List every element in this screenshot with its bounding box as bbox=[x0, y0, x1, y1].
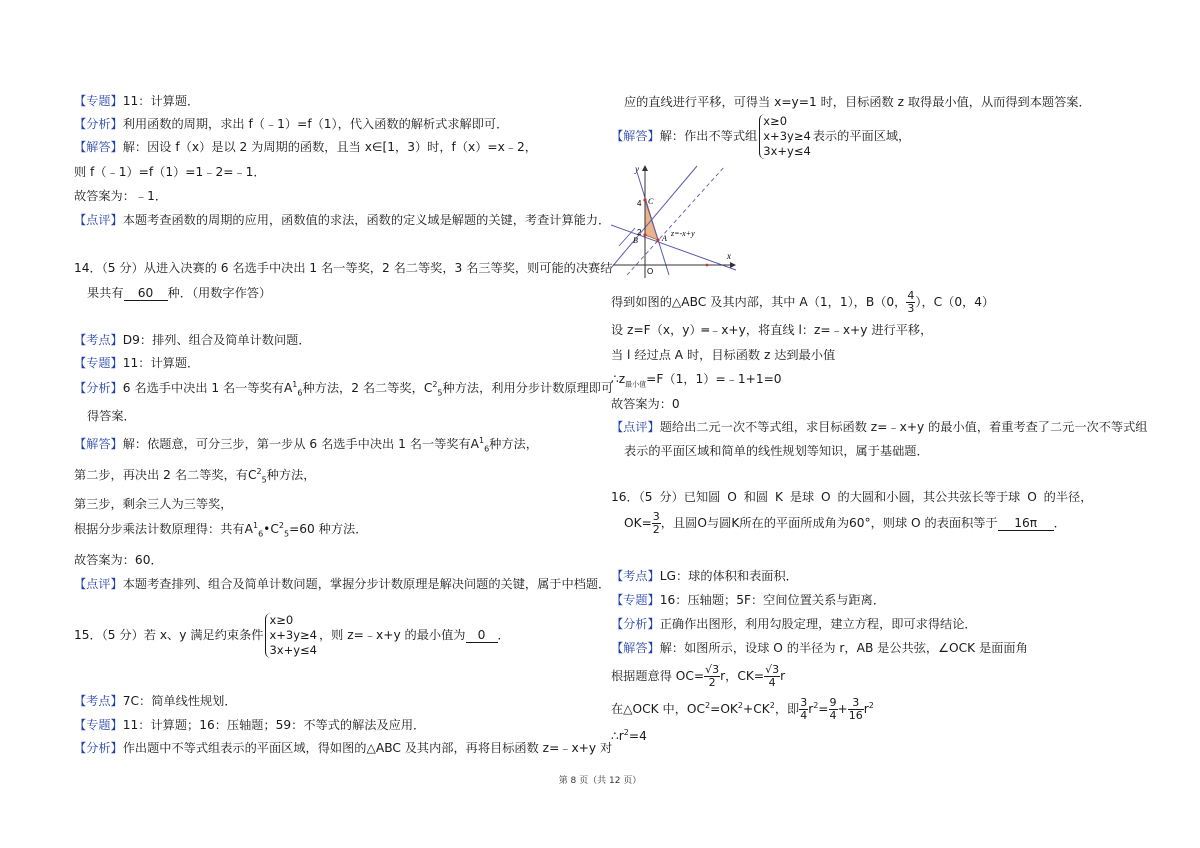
feasible-region-graph bbox=[611, 162, 738, 280]
x-label: x bbox=[727, 251, 731, 261]
fraction: $\frac{9}{4}$ bbox=[829, 696, 837, 722]
label-c: C bbox=[648, 197, 654, 206]
answer-line: 故答案为：60． bbox=[74, 553, 163, 567]
analysis-line: 【分析】作出题中不等式组表示的平面区域，得如图的△ABC 及其内部，再将目标函数 z=﹣x+y 对 bbox=[74, 741, 613, 755]
solution-step3: 第三步，剩余三人为三等奖， bbox=[74, 497, 233, 511]
topic-line: 【专题】11：计算题． bbox=[74, 356, 200, 370]
analysis-cont: 应的直线进行平移，可得当 x=y=1 时，目标函数 z 取得最小值，从而得到本题答案． bbox=[624, 95, 1091, 109]
line-3x-y-4 bbox=[637, 172, 669, 275]
comment-line: 【点评】题给出二元一次不等式组，求目标函数 z=﹣x+y 的最小值，着重考查了二元一次不等式组 bbox=[611, 420, 1148, 434]
kaodian-line: 【考点】D9：排列、组合及简单计数问题． bbox=[74, 333, 311, 347]
point-b bbox=[643, 233, 646, 236]
combination-symbol: $C^2_5$ bbox=[423, 379, 443, 398]
solution-equation: 在△OCK 中，$OC^2=OK^2+CK^2$，即 $\frac{3}{4}$ $r^2=$ $\frac{9}{4}$ + $\frac{3}{16}$ $r^2$ bbox=[611, 696, 874, 722]
question-16: 16．（5 分）已知圆 O 和圆 K 是球 O 的大圆和小圆，其公共弦长等于球 O 的半径， bbox=[611, 490, 1093, 504]
tick-2: 2 bbox=[637, 228, 642, 237]
fraction: $\frac{√3}{4}$ bbox=[765, 663, 780, 689]
fraction: $\frac{3}{4}$ bbox=[800, 696, 808, 722]
solution-line: 【解答】解：如图所示，设球 O 的半径为 r，AB 是公共弦，∠OCK 是面面角 bbox=[611, 641, 1028, 655]
tick-4: 4 bbox=[637, 199, 642, 208]
point-a bbox=[656, 238, 659, 241]
question-14: 14．（5 分）从进入决赛的 6 名选手中决出 1 名一等奖，2 名二等奖，3 名三等奖，则可能的决赛结 bbox=[74, 261, 613, 275]
answer-blank: 16π bbox=[998, 516, 1054, 531]
y-label: y bbox=[635, 164, 639, 174]
comment-line: 【点评】本题考查函数的周期的应用，函数值的求法，函数的定义域是解题的关键，考查计算能力． bbox=[74, 213, 611, 227]
solution-result: $\therefore r^2=4$ bbox=[611, 727, 647, 743]
solution-line: 【解答】解：依题意，可分三步，第一步从 6 名选手中决出 1 名一等奖有$A^1_6$种方法， bbox=[74, 435, 538, 454]
x-intercept bbox=[706, 264, 709, 267]
origin-label: O bbox=[647, 267, 654, 276]
objective-line bbox=[611, 166, 697, 268]
kaodian-line: 【考点】LG：球的体积和表面积． bbox=[611, 569, 798, 583]
question-16-cont: OK= $\frac{3}{2}$ ，且圆O与圆K所在的平面所成角为60°，则球 O 的表面积等于 16π ． bbox=[624, 510, 1066, 536]
analysis-cont: 得答案． bbox=[87, 409, 136, 423]
answer-line: 故答案为：0 bbox=[611, 397, 680, 411]
solution-result: $\therefore z_{最小值}=F(1$，1）=﹣1+1=0 bbox=[611, 372, 782, 389]
point-c bbox=[643, 198, 646, 201]
solution-text: 则 f（﹣1）=f（1）=1﹣2=﹣1． bbox=[74, 165, 266, 179]
solution-line: 【解答】解：因设 f（x）是以 2 为周期的函数，且当 x∈[1，3）时，f（x）=x﹣2， bbox=[74, 140, 537, 154]
label-a: A bbox=[662, 234, 667, 243]
answer-blank: 60 bbox=[124, 286, 168, 301]
objective-line-dashed bbox=[627, 166, 725, 275]
comment-line: 【点评】本题考查排列、组合及简单计数问题，掌握分步计数原理是解决问题的关键，属于中档题． bbox=[74, 577, 611, 591]
fraction: $\frac{3}{2}$ bbox=[652, 510, 660, 536]
solution-text: 设 z=F（x，y）═﹣x+y，将直线 l：z=﹣x+y 进行平移， bbox=[611, 323, 933, 337]
kaodian-line: 【考点】7C：简单线性规划． bbox=[74, 694, 237, 708]
answer-blank: 0 bbox=[466, 628, 498, 643]
fraction: $\frac{4}{3}$ bbox=[907, 289, 915, 315]
solution-equation: 根据题意得 OC= $\frac{√3}{2}$ r，CK= $\frac{√3}{4}$ r bbox=[611, 663, 786, 689]
solution-line: 【解答】解：作出不等式组 x≥0 x+3y≥4 3x+y≤4 表示的平面区域， bbox=[611, 114, 911, 158]
page-footer: 第 8 页（共 12 页） bbox=[558, 776, 642, 786]
comment-cont: 表示的平面区域和简单的线性规划等知识，属于基础题． bbox=[624, 444, 929, 458]
arrangement-symbol: $A^1_6$ bbox=[470, 435, 490, 454]
objective-label: z=-x+y bbox=[671, 229, 695, 238]
analysis-line: 【分析】利用函数的周期，求出 f（﹣1）=f（1），代入函数的解析式求解即可． bbox=[74, 117, 509, 131]
solution-result: 根据分步乘法计数原理得：共有$A^1_6•C^2_5=60$ 种方法． bbox=[74, 520, 368, 539]
analysis-line: 【分析】正确作出图形，利用勾股定理，建立方程，即可求得结论． bbox=[611, 617, 977, 631]
answer-line: 故答案为：﹣1． bbox=[74, 189, 168, 203]
constraint-system: x≥0 x+3y≥4 3x+y≤4 bbox=[759, 114, 811, 159]
fraction: $\frac{3}{16}$ bbox=[848, 696, 863, 722]
fraction: $\frac{√3}{2}$ bbox=[705, 663, 720, 689]
topic-line: 【专题】11：计算题． bbox=[74, 94, 200, 108]
topic-line: 【专题】16：压轴题；5F：空间位置关系与距离． bbox=[611, 593, 886, 607]
solution-text: 当 l 经过点 A 时，目标函数 z 达到最小值 bbox=[611, 348, 836, 362]
solution-points: 得到如图的△ABC 及其内部，其中 A（1，1），B（0， $\frac{4}{3}$ ），C（0，4） bbox=[611, 289, 995, 315]
analysis-line: 【分析】6 名选手中决出 1 名一等奖有$A^1_6$种方法，2 名二等奖，$C^2_5$种方法，利用分步计数原理即可 bbox=[74, 379, 614, 398]
combination-symbol: $C^2_5$ bbox=[247, 466, 267, 485]
topic-line: 【专题】11：计算题；16：压轴题；59：不等式的解法及应用． bbox=[74, 718, 426, 732]
constraint-system: x≥0 x+3y≥4 3x+y≤4 bbox=[265, 613, 317, 658]
solution-step2: 第二步，再决出 2 名二等奖，有$C^2_5$种方法， bbox=[74, 466, 316, 485]
arrangement-symbol: $A^1_6$ bbox=[283, 379, 303, 398]
label-b: B bbox=[633, 236, 638, 245]
question-15: 15．（5 分）若 x、y 满足约束条件 x≥0 x+3y≥4 3x+y≤4 ，则 z=﹣x+y 的最小值为 0 ． bbox=[74, 613, 510, 657]
question-14-cont: 果共有 60 种．（用数字作答） bbox=[87, 286, 272, 300]
